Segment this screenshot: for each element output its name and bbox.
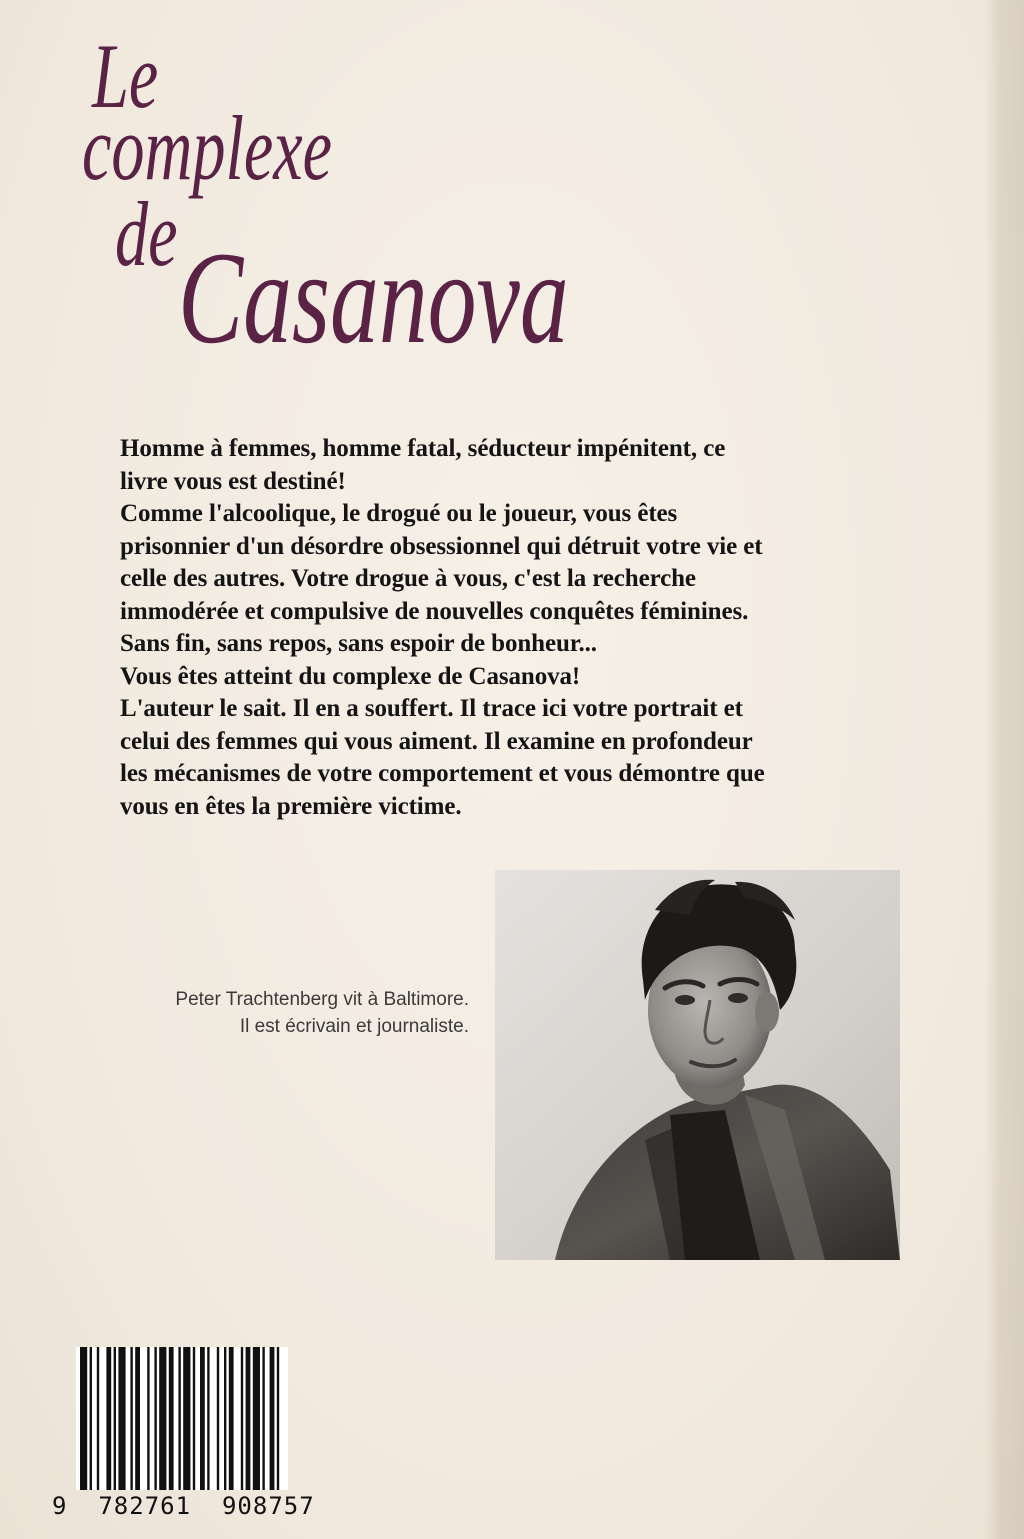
title-line-le: Le: [92, 25, 159, 127]
blurb-line: Vous êtes atteint du complexe de Casanova!: [120, 662, 581, 690]
barcode-bar: [147, 1347, 149, 1490]
blurb-line: livre vous est destiné!: [120, 467, 346, 495]
barcode-bar: [229, 1347, 234, 1490]
barcode-bar: [241, 1347, 243, 1490]
barcode-bar: [253, 1347, 260, 1490]
blurb-line: L'auteur le sait. Il en a souffert. Il trace ici votre portrait et: [120, 695, 743, 722]
barcode-bar: [135, 1347, 140, 1490]
blurb-line: immodérée et compulsive de nouvelles conquêtes féminines.: [120, 597, 749, 625]
barcode-bar: [193, 1347, 195, 1490]
barcode-bar: [262, 1347, 264, 1490]
title-line-casanova: Casanova: [178, 224, 569, 371]
barcode-bar: [114, 1347, 116, 1490]
title-line-complexe: complexe: [82, 97, 333, 199]
barcode: [76, 1347, 288, 1490]
blurb-line: vous en êtes la première victime.: [120, 792, 462, 820]
blurb-line: Sans fin, sans repos, sans espoir de bonheur...: [120, 630, 597, 657]
barcode-bar: [90, 1347, 92, 1490]
isbn-group-2: 908757: [221, 1492, 315, 1520]
barcode-bar: [178, 1347, 180, 1490]
blurb-line: prisonnier d'un désordre obsessionnel qui détruit votre vie et: [120, 532, 763, 560]
back-cover-blurb: [120, 433, 920, 823]
isbn-first-digit: 9: [52, 1492, 68, 1520]
author-portrait-icon: [495, 870, 900, 1260]
barcode-bar: [200, 1347, 205, 1490]
barcode-bar: [277, 1347, 279, 1490]
barcode-bar: [270, 1347, 275, 1490]
title-line-de: de: [115, 183, 178, 285]
barcode-bar: [169, 1347, 174, 1490]
author-photo: [495, 870, 900, 1260]
barcode-bar: [80, 1347, 87, 1490]
barcode-bar: [224, 1347, 226, 1490]
author-bio: [175, 986, 469, 1040]
author-bio-line: Il est écrivain et journaliste.: [239, 1016, 469, 1037]
barcode-bar: [106, 1347, 111, 1490]
author-bio-line: Peter Trachtenberg vit à Baltimore.: [175, 989, 469, 1010]
barcode-graphic: [76, 1347, 288, 1490]
blurb-line: Homme à femmes, homme fatal, séducteur impénitent, ce: [120, 435, 726, 462]
isbn-group-1: 782761: [98, 1492, 192, 1520]
blurb-line: celle des autres. Votre drogue à vous, c'est la recherche: [120, 565, 696, 592]
blurb-line: Comme l'alcoolique, le drogué ou le joueur, vous êtes: [120, 500, 678, 527]
barcode-bar: [159, 1347, 166, 1490]
blurb-line: celui des femmes qui vous aiment. Il examine en profondeur: [120, 727, 753, 755]
barcode-bar: [217, 1347, 219, 1490]
blurb-line: les mécanismes de votre comportement et vous démontre que: [120, 760, 765, 787]
barcode-bar: [97, 1347, 99, 1490]
barcode-bar: [130, 1347, 132, 1490]
barcode-bar: [246, 1347, 251, 1490]
barcode-bar: [154, 1347, 156, 1490]
barcode-bar: [183, 1347, 190, 1490]
barcode-bar: [207, 1347, 209, 1490]
isbn-number: [52, 1492, 315, 1520]
barcode-bar: [118, 1347, 125, 1490]
